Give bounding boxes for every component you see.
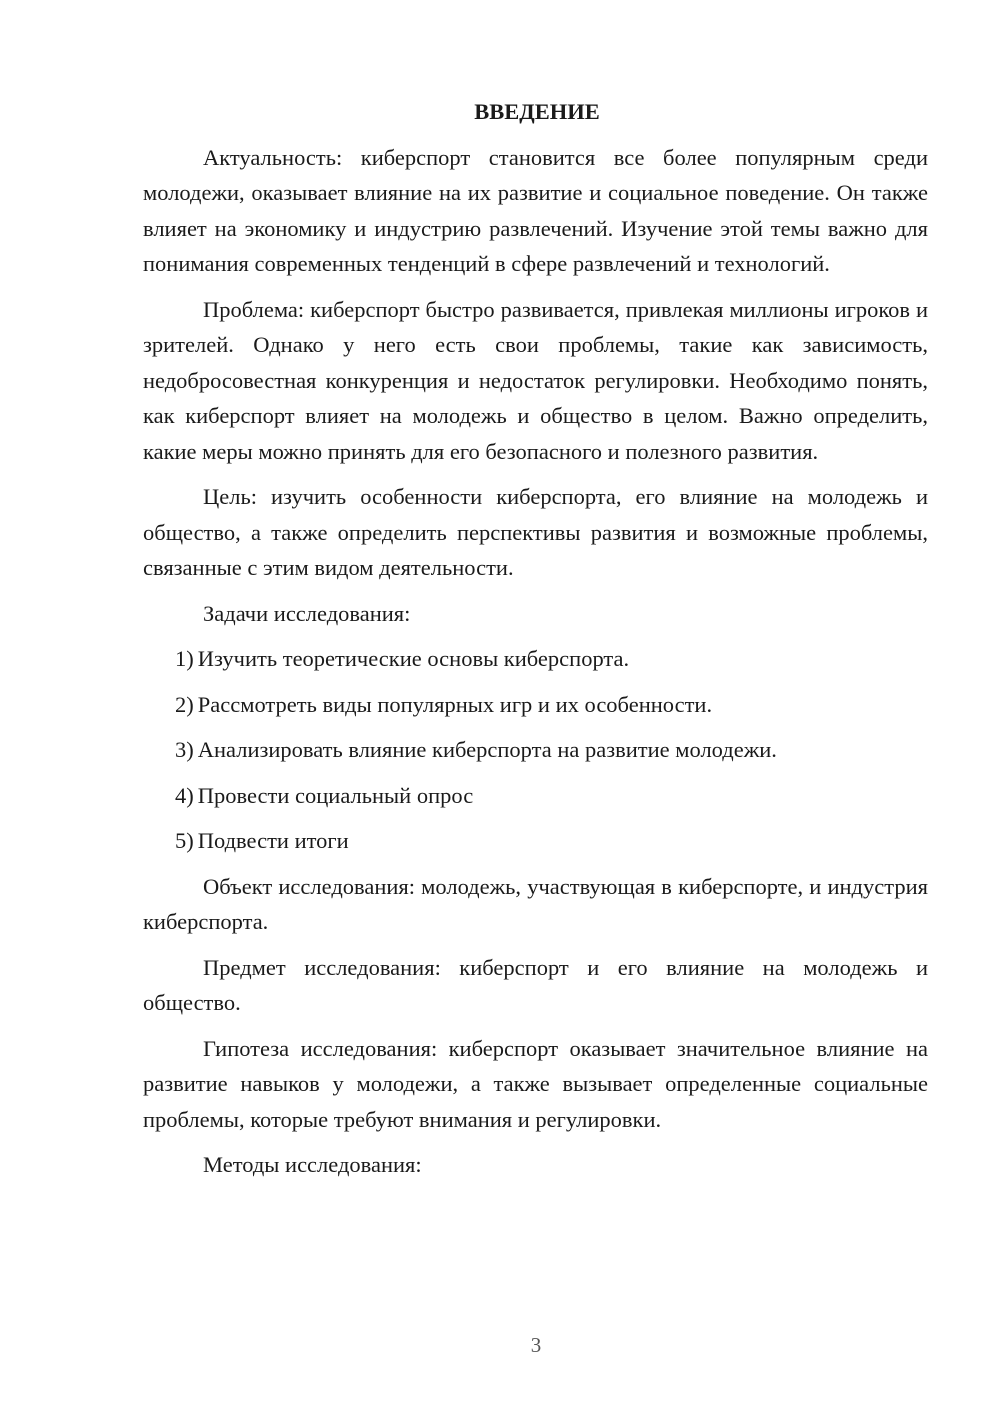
list-item-number: 1) bbox=[175, 646, 194, 671]
problem-paragraph: Проблема: киберспорт быстро развивается, привлекая миллионы игроков и зрителей. Однако у него есть свои проблемы, такие как зависимость, недобросовестная конкуренция и недостаток регулировки. Необходимо понять, как киберспорт влияет на молодежь и общество в целом. Важно определить, какие меры можно принять для его безопасного и полезного развития. bbox=[143, 296, 928, 464]
goal-paragraph: Цель: изучить особенности киберспорта, его влияние на молодежь и общество, а также определить перспективы развития и возможные проблемы, связанные с этим видом деятельности. bbox=[143, 484, 928, 580]
list-item bbox=[143, 823, 928, 859]
relevance-paragraph: Актуальность: киберспорт становится все более популярным среди молодежи, оказывает влияние на их развитие и социальное поведение. Он также влияет на экономику и индустрию развлечений. Изучение этой темы важно для понимания современных тенденций в сфере развлечений и технологий. bbox=[143, 144, 928, 276]
tasks-list bbox=[143, 641, 928, 859]
list-item-text: Провести социальный опрос bbox=[197, 782, 474, 808]
list-item bbox=[143, 732, 928, 768]
list-item bbox=[143, 641, 928, 677]
list-item bbox=[143, 687, 928, 723]
methods-heading: Методы исследования: bbox=[203, 1152, 422, 1177]
list-item-text: Подвести итоги bbox=[197, 828, 349, 853]
list-item-text: Анализировать влияние киберспорта на развитие молодежи. bbox=[197, 737, 777, 762]
hypothesis-paragraph: Гипотеза исследования: киберспорт оказывает значительное влияние на развитие навыков у молодежи, а также вызывает определенные социальные проблемы, которые требуют внимания и регулировки. bbox=[143, 1035, 928, 1132]
list-item-number: 5) bbox=[175, 828, 194, 853]
list-item bbox=[143, 778, 928, 814]
list-item-number: 2) bbox=[175, 691, 194, 717]
object-paragraph: Объект исследования: молодежь, участвующая в киберспорте, и индустрия киберспорта. bbox=[143, 873, 928, 934]
page-title: ВВЕДЕНИЕ bbox=[474, 99, 600, 124]
list-item-text: Рассмотреть виды популярных игр и их особенности. bbox=[197, 691, 713, 717]
page-content bbox=[143, 94, 928, 1193]
list-item-text: Изучить теоретические основы киберспорта. bbox=[197, 646, 630, 671]
subject-paragraph: Предмет исследования: киберспорт и его влияние на молодежь и общество. bbox=[143, 954, 928, 1015]
page-number: 3 bbox=[530, 1333, 542, 1357]
list-item-number: 3) bbox=[175, 737, 194, 762]
tasks-heading: Задачи исследования: bbox=[203, 600, 411, 626]
list-item-number: 4) bbox=[175, 782, 194, 808]
